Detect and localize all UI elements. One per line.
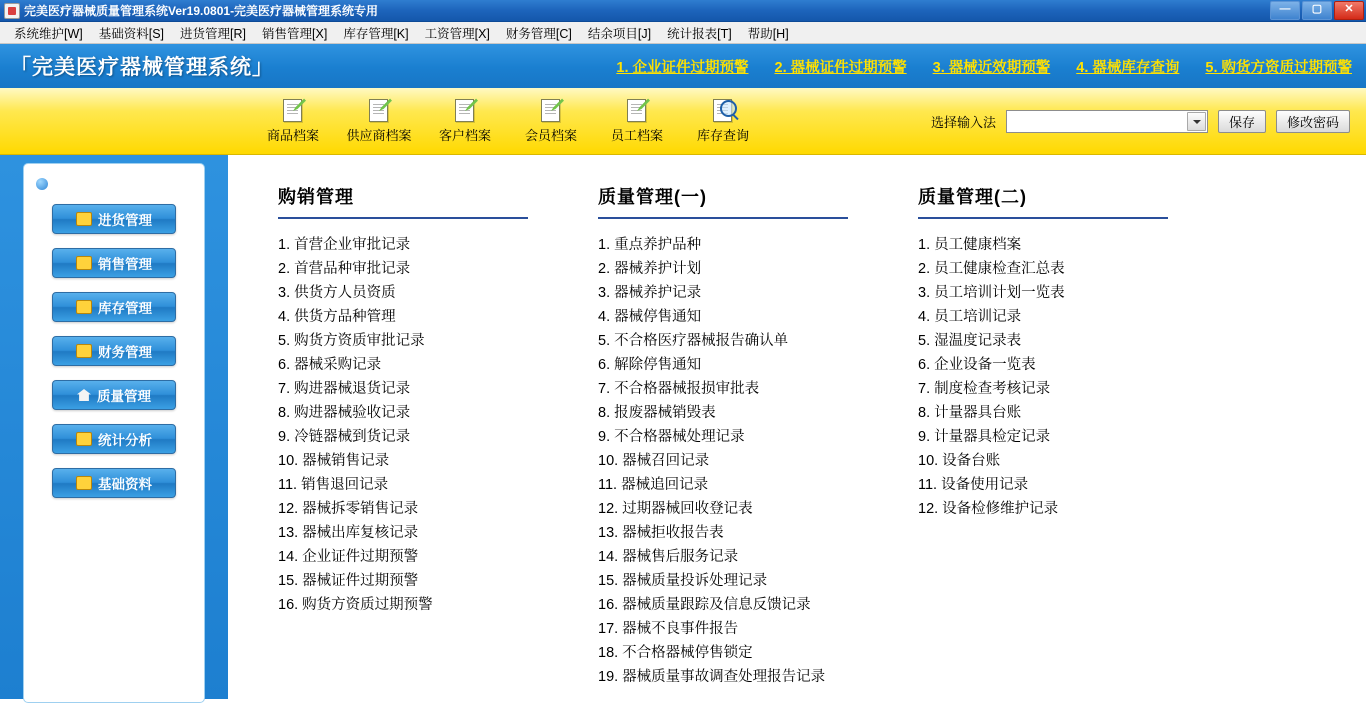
list-item[interactable]: 12. 设备检修维护记录 — [918, 501, 1059, 517]
banner-title: 「完美医疗器械管理系统」 — [10, 56, 274, 79]
sidebar-item-basic-data[interactable] — [52, 468, 176, 498]
change-password-button[interactable]: 修改密码 — [1276, 110, 1350, 133]
alert-link-device-cert-expiry[interactable]: 2. 器械证件过期预警 — [774, 59, 907, 76]
list-item[interactable]: 3. 器械养护记录 — [598, 285, 702, 301]
menu-item-sales[interactable]: 销售管理[X] — [262, 26, 328, 41]
document-magnifier-icon — [710, 98, 736, 122]
column-list — [598, 233, 898, 689]
list-item[interactable]: 6. 器械采购记录 — [278, 357, 382, 373]
menu-item-inventory[interactable]: 库存管理[K] — [343, 26, 409, 41]
list-item[interactable]: 12. 器械拆零销售记录 — [278, 501, 419, 517]
column-quality-two — [918, 183, 1208, 699]
sidebar-item-purchase[interactable] — [52, 204, 176, 234]
list-item[interactable]: 9. 不合格器械处理记录 — [598, 429, 745, 445]
folder-icon — [76, 432, 92, 446]
toolbar-label: 商品档案 — [266, 128, 319, 143]
list-item[interactable]: 1. 员工健康档案 — [918, 237, 1022, 253]
toolbar-label: 库存查询 — [696, 128, 749, 143]
list-item[interactable]: 2. 首营品种审批记录 — [278, 261, 411, 277]
column-title: 质量管理(一) — [598, 183, 848, 219]
alert-link-device-stock-query[interactable]: 4. 器械库存查询 — [1076, 59, 1180, 76]
toolbar-button-employee-file[interactable] — [602, 98, 672, 144]
list-item[interactable]: 4. 员工培训记录 — [918, 309, 1022, 325]
home-icon — [77, 389, 91, 401]
list-item[interactable]: 13. 器械出库复核记录 — [278, 525, 419, 541]
list-item[interactable]: 7. 不合格器械报损审批表 — [598, 381, 760, 397]
menu-item-help[interactable]: 帮助[H] — [747, 26, 789, 41]
menubar — [0, 22, 1366, 44]
alert-link-buyer-qualification-expiry[interactable]: 5. 购货方资质过期预警 — [1205, 59, 1352, 76]
document-pencil-icon — [452, 98, 478, 122]
list-item[interactable]: 4. 供货方品种管理 — [278, 309, 396, 325]
list-item[interactable]: 12. 过期器械回收登记表 — [598, 501, 753, 517]
list-item[interactable]: 9. 冷链器械到货记录 — [278, 429, 411, 445]
list-item[interactable]: 4. 器械停售通知 — [598, 309, 702, 325]
column-list — [278, 233, 578, 617]
list-item[interactable]: 8. 计量器具台账 — [918, 405, 1022, 421]
ime-label: 选择输入法 — [930, 114, 996, 130]
alert-link-device-near-expiry[interactable]: 3. 器械近效期预警 — [932, 59, 1051, 76]
toolbar-label: 会员档案 — [524, 128, 577, 143]
folder-icon — [76, 300, 92, 314]
sidebar-item-label: 基础资料 — [98, 477, 152, 492]
sidebar-item-quality[interactable] — [52, 380, 176, 410]
menu-item-purchase[interactable]: 进货管理[R] — [180, 26, 247, 41]
list-item[interactable]: 17. 器械不良事件报告 — [598, 621, 739, 637]
toolbar-label: 供应商档案 — [346, 128, 412, 143]
sidebar-panel — [23, 163, 205, 703]
menu-item-salary[interactable]: 工资管理[X] — [424, 26, 490, 41]
sidebar — [0, 155, 228, 699]
folder-icon — [76, 476, 92, 490]
list-item[interactable]: 8. 购进器械验收记录 — [278, 405, 411, 421]
list-item[interactable]: 6. 解除停售通知 — [598, 357, 702, 373]
list-item[interactable]: 14. 器械售后服务记录 — [598, 549, 739, 565]
sidebar-item-label: 统计分析 — [98, 433, 152, 448]
list-item[interactable]: 1. 首营企业审批记录 — [278, 237, 411, 253]
list-item[interactable]: 9. 计量器具检定记录 — [918, 429, 1051, 445]
app-banner — [0, 44, 1366, 88]
list-item[interactable]: 5. 不合格医疗器械报告确认单 — [598, 333, 789, 349]
list-item[interactable]: 14. 企业证件过期预警 — [278, 549, 419, 565]
list-item[interactable]: 18. 不合格器械停售锁定 — [598, 645, 753, 661]
list-item[interactable]: 8. 报废器械销毁表 — [598, 405, 716, 421]
menu-item-basic-data[interactable]: 基础资料[S] — [98, 26, 165, 41]
folder-icon — [76, 256, 92, 270]
column-title: 质量管理(二) — [918, 183, 1168, 219]
banner-alert-links — [616, 56, 1352, 77]
sidebar-item-label: 财务管理 — [98, 345, 152, 360]
document-pencil-icon — [624, 98, 650, 122]
main-toolbar — [0, 88, 1366, 155]
list-item[interactable]: 1. 重点养护品种 — [598, 237, 702, 253]
close-button[interactable]: ✕ — [1334, 1, 1364, 20]
toolbar-label: 客户档案 — [438, 128, 491, 143]
list-item[interactable]: 11. 销售退回记录 — [278, 477, 389, 493]
menu-item-balance[interactable]: 结余项目[J] — [587, 26, 652, 41]
list-item[interactable]: 3. 员工培训计划一览表 — [918, 285, 1065, 301]
window-controls — [1270, 1, 1364, 20]
content-area — [0, 155, 1366, 699]
list-item[interactable]: 16. 购货方资质过期预警 — [278, 597, 433, 613]
column-purchase-sales — [278, 183, 598, 699]
list-item[interactable]: 6. 企业设备一览表 — [918, 357, 1036, 373]
list-item[interactable]: 15. 器械质量投诉处理记录 — [598, 573, 768, 589]
save-button[interactable]: 保存 — [1218, 110, 1266, 133]
menu-item-finance[interactable]: 财务管理[C] — [505, 26, 572, 41]
minimize-button[interactable]: — — [1270, 1, 1300, 20]
app-icon — [4, 3, 20, 19]
list-item[interactable]: 3. 供货方人员资质 — [278, 285, 396, 301]
toolbar-button-product-file[interactable] — [258, 98, 328, 144]
list-item[interactable]: 7. 购进器械退货记录 — [278, 381, 411, 397]
toolbar-button-member-file[interactable] — [516, 98, 586, 144]
menu-item-reports[interactable]: 统计报表[T] — [667, 26, 732, 41]
document-pencil-icon — [538, 98, 564, 122]
chevron-down-icon[interactable] — [1187, 112, 1206, 131]
list-item[interactable]: 11. 设备使用记录 — [918, 477, 1029, 493]
list-item[interactable]: 2. 器械养护计划 — [598, 261, 702, 277]
document-pencil-icon — [366, 98, 392, 122]
main-panel — [228, 155, 1366, 699]
toolbar-right-group — [931, 110, 1350, 133]
sidebar-item-finance[interactable] — [52, 336, 176, 366]
list-item[interactable]: 19. 器械质量事故调查处理报告记录 — [598, 669, 826, 685]
sidebar-item-statistics[interactable] — [52, 424, 176, 454]
status-dot-icon — [36, 178, 48, 190]
list-item[interactable]: 10. 器械销售记录 — [278, 453, 390, 469]
toolbar-label: 员工档案 — [610, 128, 663, 143]
toolbar-button-stock-query[interactable] — [688, 98, 758, 144]
list-item[interactable]: 10. 器械召回记录 — [598, 453, 710, 469]
list-item[interactable]: 15. 器械证件过期预警 — [278, 573, 419, 589]
folder-icon — [76, 344, 92, 358]
sidebar-item-inventory[interactable] — [52, 292, 176, 322]
column-title: 购销管理 — [278, 183, 528, 219]
sidebar-item-sales[interactable] — [52, 248, 176, 278]
alert-link-company-cert-expiry[interactable]: 1. 企业证件过期预警 — [616, 59, 749, 76]
maximize-button[interactable]: ▢ — [1302, 1, 1332, 20]
window-title: 完美医疗器械质量管理系统Ver19.0801-完美医疗器械管理系统专用 — [24, 4, 379, 18]
sidebar-item-label: 销售管理 — [98, 257, 152, 272]
window-titlebar — [0, 0, 1366, 22]
list-item[interactable]: 7. 制度检查考核记录 — [918, 381, 1051, 397]
list-item[interactable]: 5. 购货方资质审批记录 — [278, 333, 425, 349]
menu-item-system[interactable]: 系统维护[W] — [14, 26, 83, 41]
folder-icon — [76, 212, 92, 226]
toolbar-buttons — [258, 98, 758, 144]
list-item[interactable]: 5. 湿温度记录表 — [918, 333, 1022, 349]
sidebar-item-label: 库存管理 — [98, 301, 152, 316]
document-pencil-icon — [280, 98, 306, 122]
list-item[interactable]: 13. 器械拒收报告表 — [598, 525, 724, 541]
toolbar-button-customer-file[interactable] — [430, 98, 500, 144]
list-item[interactable]: 16. 器械质量跟踪及信息反馈记录 — [598, 597, 811, 613]
ime-select[interactable] — [1006, 110, 1208, 133]
column-list — [918, 233, 1188, 521]
list-item[interactable]: 10. 设备台账 — [918, 453, 1001, 469]
list-item[interactable]: 11. 器械追回记录 — [598, 477, 709, 493]
sidebar-item-label: 质量管理 — [97, 389, 151, 404]
list-item[interactable]: 2. 员工健康检查汇总表 — [918, 261, 1065, 277]
toolbar-button-supplier-file[interactable] — [344, 98, 414, 144]
sidebar-item-label: 进货管理 — [98, 213, 152, 228]
column-quality-one — [598, 183, 918, 699]
